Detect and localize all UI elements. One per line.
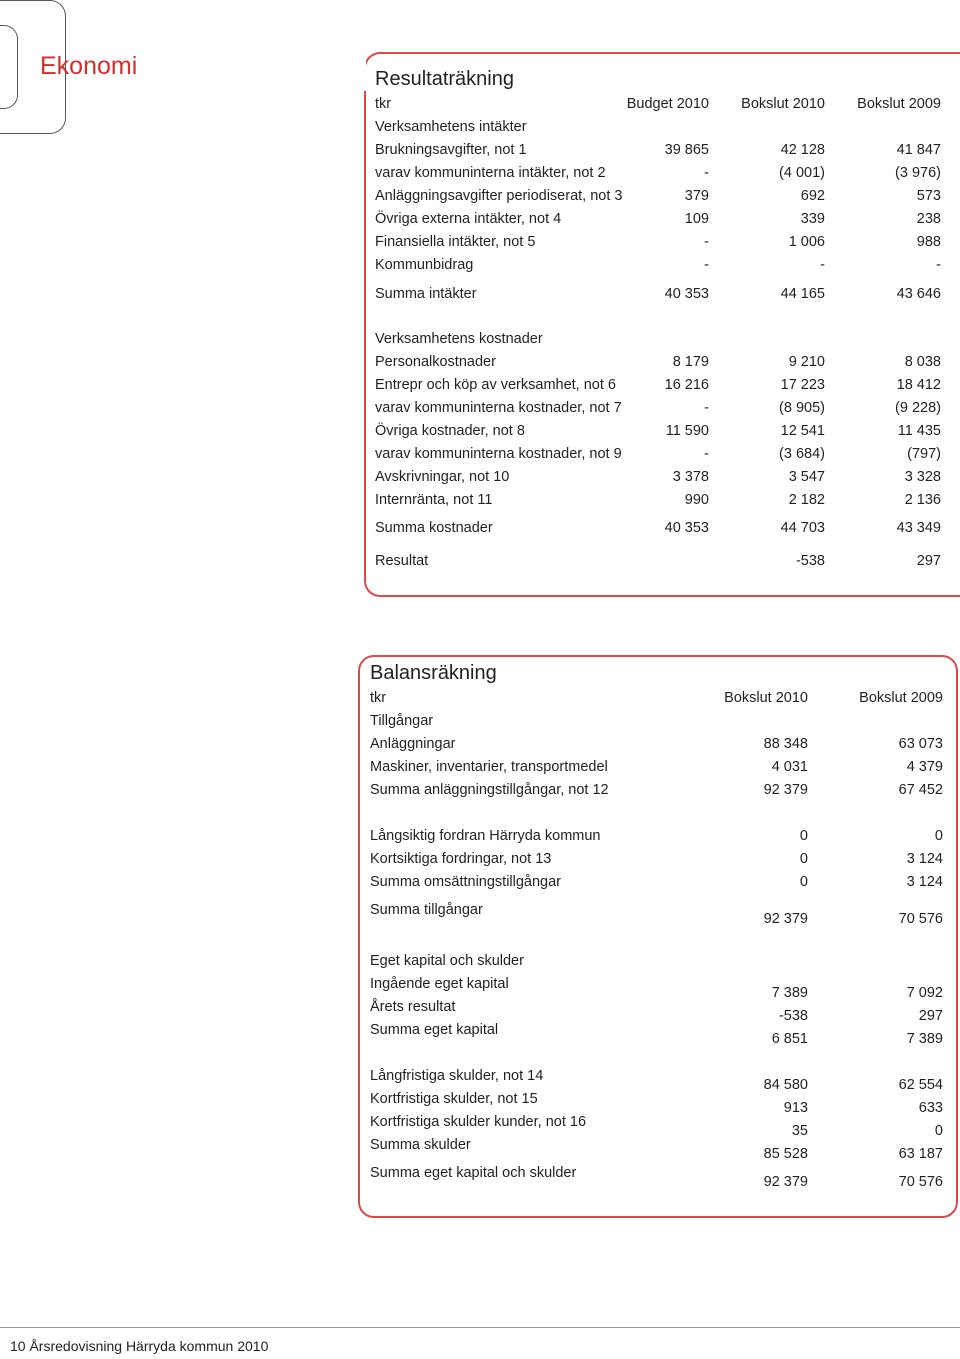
row-label: Kortsiktiga fordringar, not 13: [370, 851, 552, 867]
row-value-c2: 3 547: [788, 469, 825, 485]
row-value-c3: 11 435: [897, 423, 941, 439]
row-value-c1: 990: [684, 492, 709, 508]
footer-divider: [0, 1327, 960, 1328]
balans-row: [370, 1090, 945, 1116]
row-label: Resultat: [375, 553, 429, 569]
row-value-c2: 3 124: [906, 874, 943, 890]
balans-row: [370, 998, 945, 1024]
row-value-c1: -: [704, 257, 709, 273]
row-value-c3: 988: [916, 234, 941, 250]
row-value-c3: 43 349: [896, 520, 941, 536]
balans-row: [370, 781, 945, 799]
row-value-c3: (3 976): [895, 165, 941, 181]
row-value-c1: 35: [791, 1123, 808, 1139]
header-bokslut-2010: Bokslut 2010: [724, 690, 808, 706]
row-label: Summa intäkter: [375, 286, 477, 302]
balans-header-row: [370, 689, 945, 707]
row-label: varav kommuninterna kostnader, not 9: [375, 446, 622, 462]
row-label: Kommunbidrag: [375, 257, 474, 273]
header-bokslut-2009: Bokslut 2009: [859, 690, 943, 706]
row-value-c1: 6 851: [771, 1031, 808, 1047]
row-label: Brukningsavgifter, not 1: [375, 142, 527, 158]
row-value-c1: -: [704, 400, 709, 416]
balans-row: [370, 1136, 945, 1162]
row-label: Långfristiga skulder, not 14: [370, 1068, 544, 1084]
page-footer: 10 Årsredovisning Härryda kommun 2010: [10, 1338, 269, 1354]
balans-row: [370, 901, 945, 927]
row-value-c1: 11 590: [665, 423, 709, 439]
row-value-c2: 9 210: [788, 354, 825, 370]
balans-row: [370, 712, 945, 730]
balans-row: [370, 735, 945, 753]
row-value-c1: -: [704, 234, 709, 250]
row-value-c2: 67 452: [898, 782, 943, 798]
row-label: Anläggningsavgifter periodiserat, not 3: [375, 188, 623, 204]
row-label: Verksamhetens kostnader: [375, 331, 543, 347]
row-value-c1: 88 348: [763, 736, 808, 752]
balans-row: [370, 873, 945, 891]
balans-row: [370, 1164, 945, 1190]
row-label: Entrepr och köp av verksamhet, not 6: [375, 377, 616, 393]
row-value-c2: 42 128: [780, 142, 825, 158]
resultat-title: Resultaträkning: [375, 68, 514, 90]
row-label: varav kommuninterna kostnader, not 7: [375, 400, 622, 416]
row-label: Övriga externa intäkter, not 4: [375, 211, 562, 227]
row-value-c1: 0: [799, 874, 808, 890]
row-value-c1: 379: [684, 188, 709, 204]
row-value-c2: 63 187: [898, 1146, 943, 1162]
row-value-c2: 7 389: [906, 1031, 943, 1047]
balans-row: [370, 1067, 945, 1093]
row-value-c2: 63 073: [898, 736, 943, 752]
row-value-c2: 62 554: [898, 1077, 943, 1093]
row-value-c1: 4 031: [771, 759, 808, 775]
row-value-c1: 40 353: [664, 520, 709, 536]
row-value-c2: 339: [800, 211, 825, 227]
row-label: Summa anläggningstillgångar, not 12: [370, 782, 609, 798]
row-label: Övriga kostnader, not 8: [375, 423, 525, 439]
row-value-c2: (4 001): [779, 165, 825, 181]
row-label: Personalkostnader: [375, 354, 496, 370]
row-value-c3: 43 646: [896, 286, 941, 302]
header-unit: tkr: [375, 96, 392, 112]
row-value-c2: 692: [800, 188, 825, 204]
row-value-c2: 1 006: [788, 234, 825, 250]
side-tab-notch: [0, 25, 18, 109]
row-value-c3: 3 328: [904, 469, 941, 485]
row-value-c2: 70 576: [898, 911, 943, 927]
row-value-c1: 3 378: [672, 469, 709, 485]
row-label: Tillgångar: [370, 713, 434, 729]
header-unit: tkr: [370, 690, 387, 706]
row-value-c1: 913: [783, 1100, 808, 1116]
row-value-c2: 3 124: [906, 851, 943, 867]
row-label: Långsiktig fordran Härryda kommun: [370, 828, 601, 844]
row-value-c3: 8 038: [904, 354, 941, 370]
row-label: Summa kostnader: [375, 520, 493, 536]
row-label: Summa skulder: [370, 1137, 471, 1153]
row-label: Årets resultat: [370, 999, 456, 1015]
row-value-c2: -: [820, 257, 825, 273]
row-value-c1: 40 353: [664, 286, 709, 302]
row-value-c1: 0: [799, 851, 808, 867]
row-label: Kortfristiga skulder kunder, not 16: [370, 1114, 587, 1130]
balans-title: Balansräkning: [370, 662, 497, 684]
row-label: Summa eget kapital och skulder: [370, 1165, 577, 1181]
balans-row: [370, 850, 945, 868]
row-value-c1: 8 179: [672, 354, 709, 370]
row-label: Internränta, not 11: [375, 492, 493, 508]
row-value-c1: 109: [684, 211, 709, 227]
row-value-c2: 12 541: [780, 423, 825, 439]
row-value-c1: 84 580: [763, 1077, 808, 1093]
balans-table: [370, 0, 945, 1220]
row-label: Finansiella intäkter, not 5: [375, 234, 536, 250]
row-label: Summa tillgångar: [370, 902, 483, 918]
row-label: Verksamhetens intäkter: [375, 119, 527, 135]
row-value-c3: 297: [916, 553, 941, 569]
row-value-c3: 573: [916, 188, 941, 204]
balans-row: [370, 827, 945, 845]
row-label: Eget kapital och skulder: [370, 953, 524, 969]
row-value-c1: -538: [778, 1008, 808, 1024]
row-value-c2: (3 684): [779, 446, 825, 462]
row-value-c2: (8 905): [779, 400, 825, 416]
row-value-c3: (9 228): [895, 400, 941, 416]
balans-row: [370, 1113, 945, 1139]
row-value-c1: 0: [799, 828, 808, 844]
row-label: Summa eget kapital: [370, 1022, 499, 1038]
row-value-c3: 41 847: [896, 142, 941, 158]
row-value-c2: 0: [934, 828, 943, 844]
row-value-c1: 7 389: [771, 985, 808, 1001]
section-title: Ekonomi: [40, 52, 138, 80]
row-value-c1: 92 379: [763, 1174, 808, 1190]
balans-row: [370, 1021, 945, 1047]
row-value-c1: -: [704, 446, 709, 462]
row-label: Anläggningar: [370, 736, 456, 752]
row-value-c2: 0: [934, 1123, 943, 1139]
row-label: Maskiner, inventarier, transportmedel: [370, 759, 608, 775]
row-value-c2: 297: [918, 1008, 943, 1024]
row-label: Ingående eget kapital: [370, 976, 509, 992]
row-value-c2: 44 165: [780, 286, 825, 302]
row-value-c1: 39 865: [664, 142, 709, 158]
header-budget-2010: Budget 2010: [626, 96, 709, 112]
row-value-c2: 7 092: [906, 985, 943, 1001]
row-label: Kortfristiga skulder, not 15: [370, 1091, 538, 1107]
row-value-c1: 16 216: [664, 377, 709, 393]
row-value-c3: 18 412: [896, 377, 941, 393]
row-value-c3: -: [936, 257, 941, 273]
row-value-c2: 4 379: [906, 759, 943, 775]
row-value-c3: 238: [916, 211, 941, 227]
row-value-c1: 92 379: [763, 782, 808, 798]
row-value-c2: 17 223: [780, 377, 825, 393]
header-bokslut-2009: Bokslut 2009: [857, 96, 941, 112]
row-value-c1: -: [704, 165, 709, 181]
row-value-c1: 85 528: [763, 1146, 808, 1162]
balans-row: [370, 952, 945, 970]
row-value-c3: 2 136: [904, 492, 941, 508]
balans-row: [370, 975, 945, 1001]
row-label: Summa omsättningstillgångar: [370, 874, 562, 890]
row-value-c2: 70 576: [898, 1174, 943, 1190]
header-bokslut-2010: Bokslut 2010: [741, 96, 825, 112]
row-value-c1: 92 379: [763, 911, 808, 927]
row-value-c3: (797): [907, 446, 941, 462]
row-label: varav kommuninterna intäkter, not 2: [375, 165, 606, 181]
row-value-c2: 44 703: [780, 520, 825, 536]
row-value-c2: 633: [918, 1100, 943, 1116]
balans-row: [370, 758, 945, 776]
row-label: Avskrivningar, not 10: [375, 469, 510, 485]
row-value-c2: 2 182: [788, 492, 825, 508]
row-value-c2: -538: [795, 553, 825, 569]
